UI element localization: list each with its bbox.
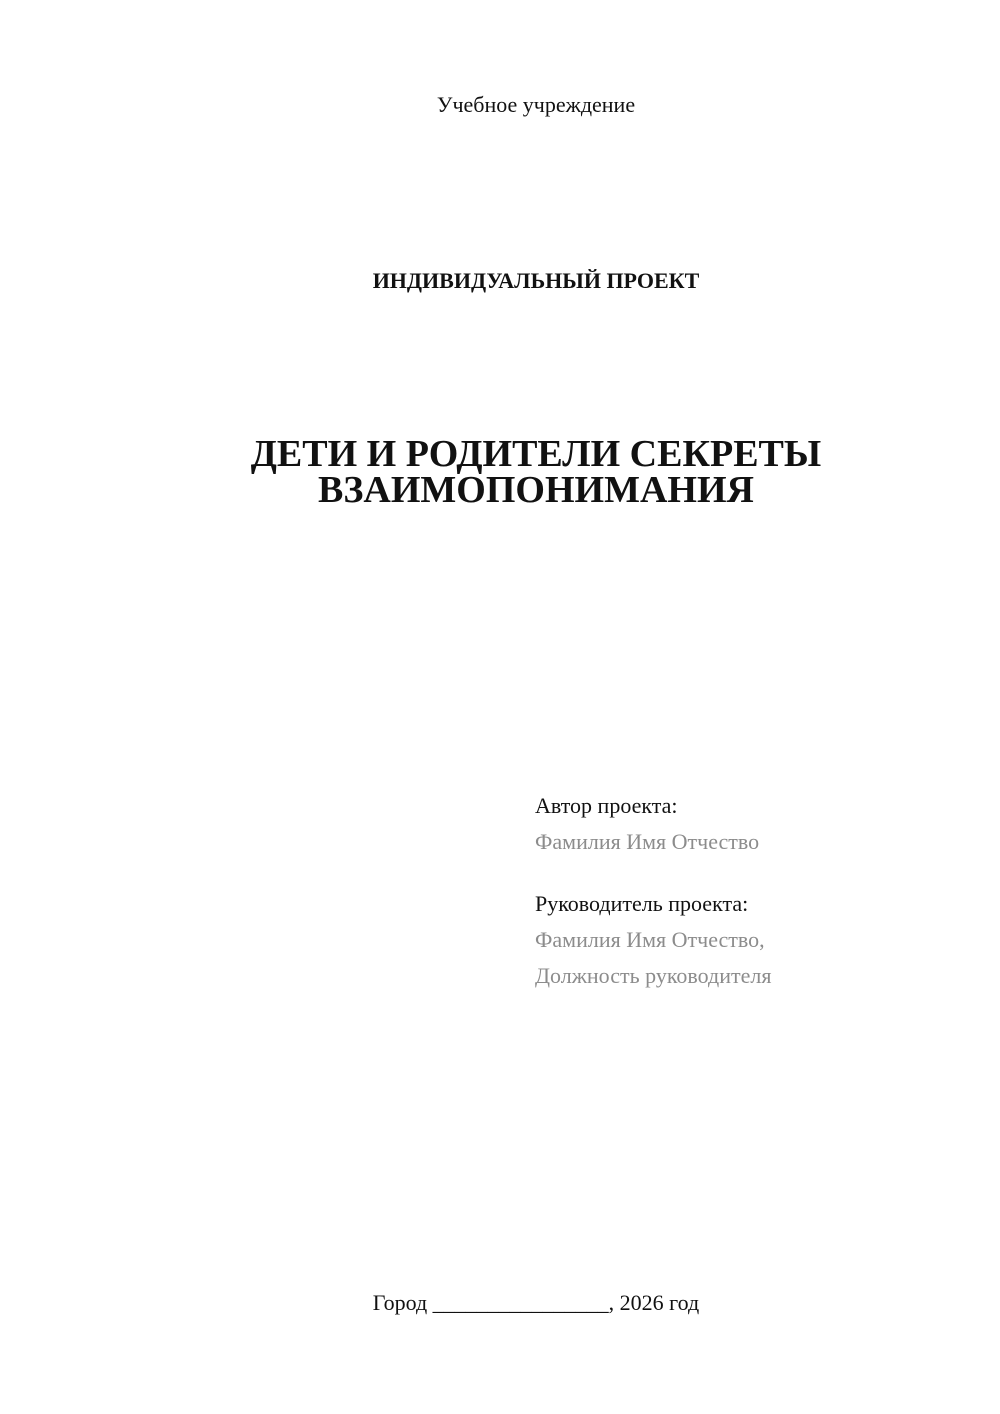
credits-spacer: [535, 860, 771, 886]
author-name: Фамилия Имя Отчество: [535, 829, 760, 854]
project-title: [0, 433, 1000, 511]
project-title-line-2: ВЗАИМОПОНИМАНИЯ: [318, 469, 754, 511]
project-title-line-1: ДЕТИ И РОДИТЕЛИ СЕКРЕТЫ: [250, 433, 822, 475]
supervisor-name: Фамилия Имя Отчество,: [535, 927, 765, 952]
project-type-heading: ИНДИВИДУАЛЬНЫЙ ПРОЕКТ: [372, 268, 700, 293]
supervisor-position: Должность руководителя: [535, 963, 772, 988]
supervisor-label: Руководитель проекта:: [535, 891, 749, 916]
city-year-footer: Город ________________, 2026 год: [372, 1290, 700, 1315]
credits-block: [535, 788, 771, 994]
institution-name: Учебное учреждение: [436, 92, 636, 117]
author-label: Автор проекта:: [535, 793, 678, 818]
